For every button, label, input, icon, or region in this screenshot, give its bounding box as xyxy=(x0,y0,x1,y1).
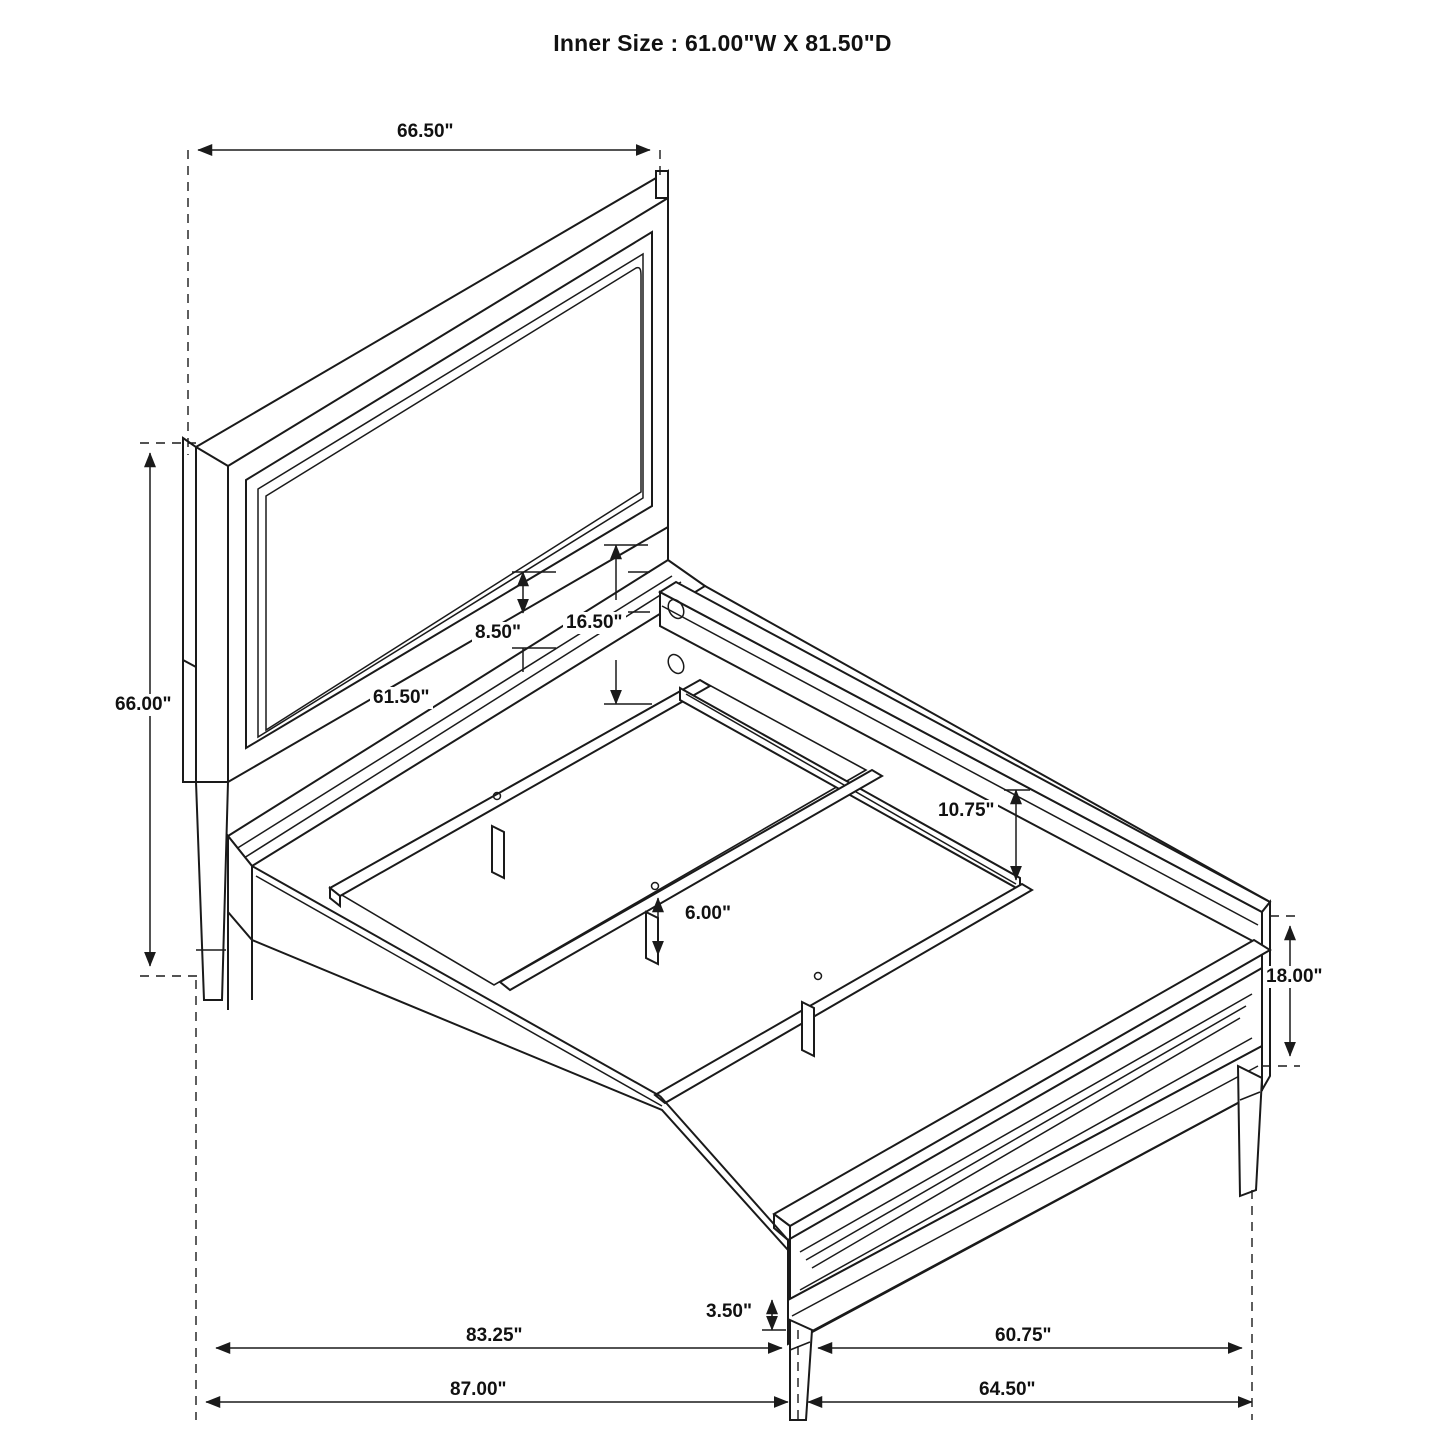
dimension-bed-width-overall: 64.50" xyxy=(976,1379,1039,1401)
dimension-inner-headboard-span: 61.50" xyxy=(370,687,433,709)
dimension-headboard-height: 66.00" xyxy=(112,694,175,716)
footboard xyxy=(655,902,1270,1420)
dimension-bed-length-overall: 87.00" xyxy=(447,1379,510,1401)
dimension-slat-leg-height: 6.00" xyxy=(682,903,734,925)
dimension-bed-width-inner: 60.75" xyxy=(992,1325,1055,1347)
dimension-deck-height: 10.75" xyxy=(935,800,998,822)
page-title: Inner Size : 61.00"W X 81.50"D xyxy=(553,30,892,56)
dimension-rail-to-panel: 16.50" xyxy=(563,612,626,634)
dimension-footboard-height: 18.00" xyxy=(1263,966,1326,988)
headboard xyxy=(183,171,668,1000)
dimension-panel-gap: 8.50" xyxy=(472,622,524,644)
dimension-headboard-width: 66.50" xyxy=(394,121,457,143)
dimension-bed-length-inner: 83.25" xyxy=(463,1325,526,1347)
dimension-foot-leg-height: 3.50" xyxy=(703,1301,755,1323)
